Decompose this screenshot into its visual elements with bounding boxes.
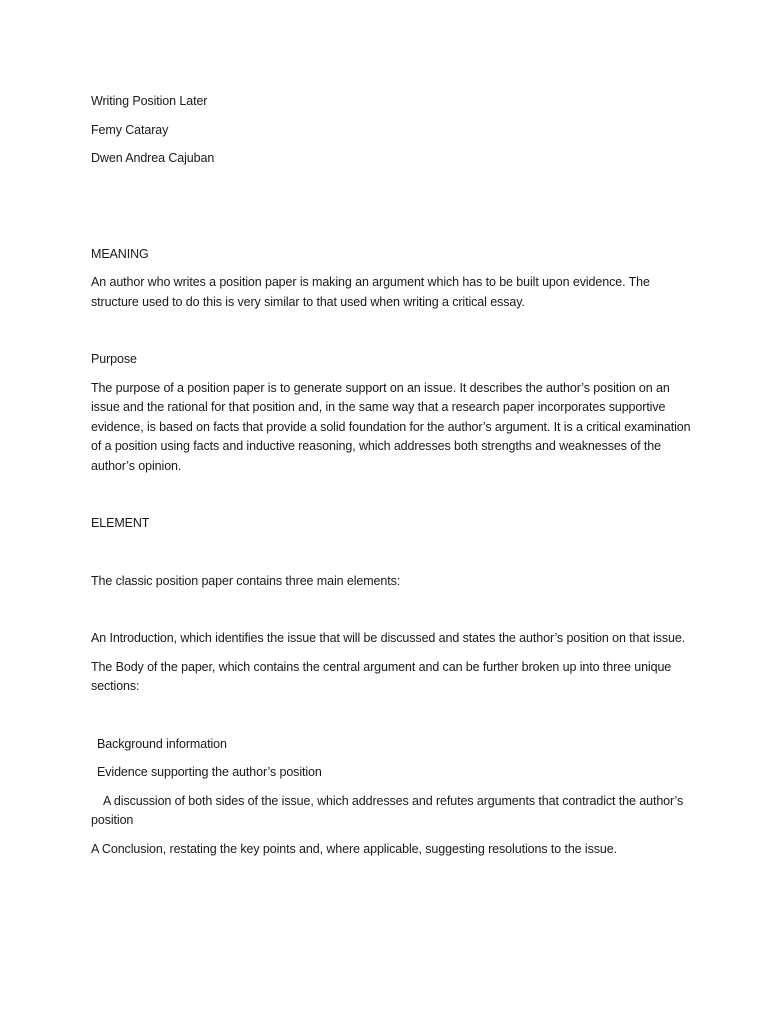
- section-heading-element: ELEMENT: [91, 516, 150, 530]
- body-section-item: Evidence supporting the author’s position: [97, 765, 322, 779]
- spacer: [91, 178, 691, 245]
- body-item: The Body of the paper, which contains the central argument and can be further broken up into three unique sections:: [91, 659, 672, 693]
- section-heading-meaning: MEANING: [91, 246, 149, 261]
- spacer: [91, 543, 691, 572]
- spacer: [91, 600, 691, 629]
- conclusion-item: A Conclusion, restating the key points and, where applicable, suggesting resolutions to the issue.: [91, 841, 617, 856]
- document-body: [91, 92, 691, 868]
- author-name: Femy Cataray: [91, 122, 169, 137]
- spacer: [91, 706, 691, 735]
- section-heading-purpose: Purpose: [91, 352, 137, 366]
- element-intro: The classic position paper contains three main elements:: [91, 573, 401, 588]
- purpose-paragraph: The purpose of a position paper is to generate support on an issue. It describes the author’s position on an issue and the rational for that position and, in the same way that a research paper incorporates supportive evidence, is based on facts that provide a solid foundation for the author’s argument. It is a critical examination of a position using facts and inductive reasoning, which addresses both strengths and weaknesses of the author’s opinion.: [91, 380, 691, 473]
- spacer: [91, 485, 691, 514]
- meaning-paragraph: An author who writes a position paper is making an argument which has to be built upon evidence. The structure used to do this is very similar to that used when writing a critical essay.: [91, 275, 650, 309]
- body-section-item: Background information: [97, 736, 227, 751]
- body-section-item: [91, 792, 691, 831]
- document-title: Writing Position Later: [91, 94, 208, 108]
- spacer: [91, 321, 691, 350]
- body-section-item-text: A discussion of both sides of the issue, which addresses and refutes arguments that contradict the author’s position: [91, 793, 684, 827]
- author-name: Dwen Andrea Cajuban: [91, 151, 215, 165]
- introduction-item: An Introduction, which identifies the issue that will be discussed and states the author’s position on that issue.: [91, 631, 686, 645]
